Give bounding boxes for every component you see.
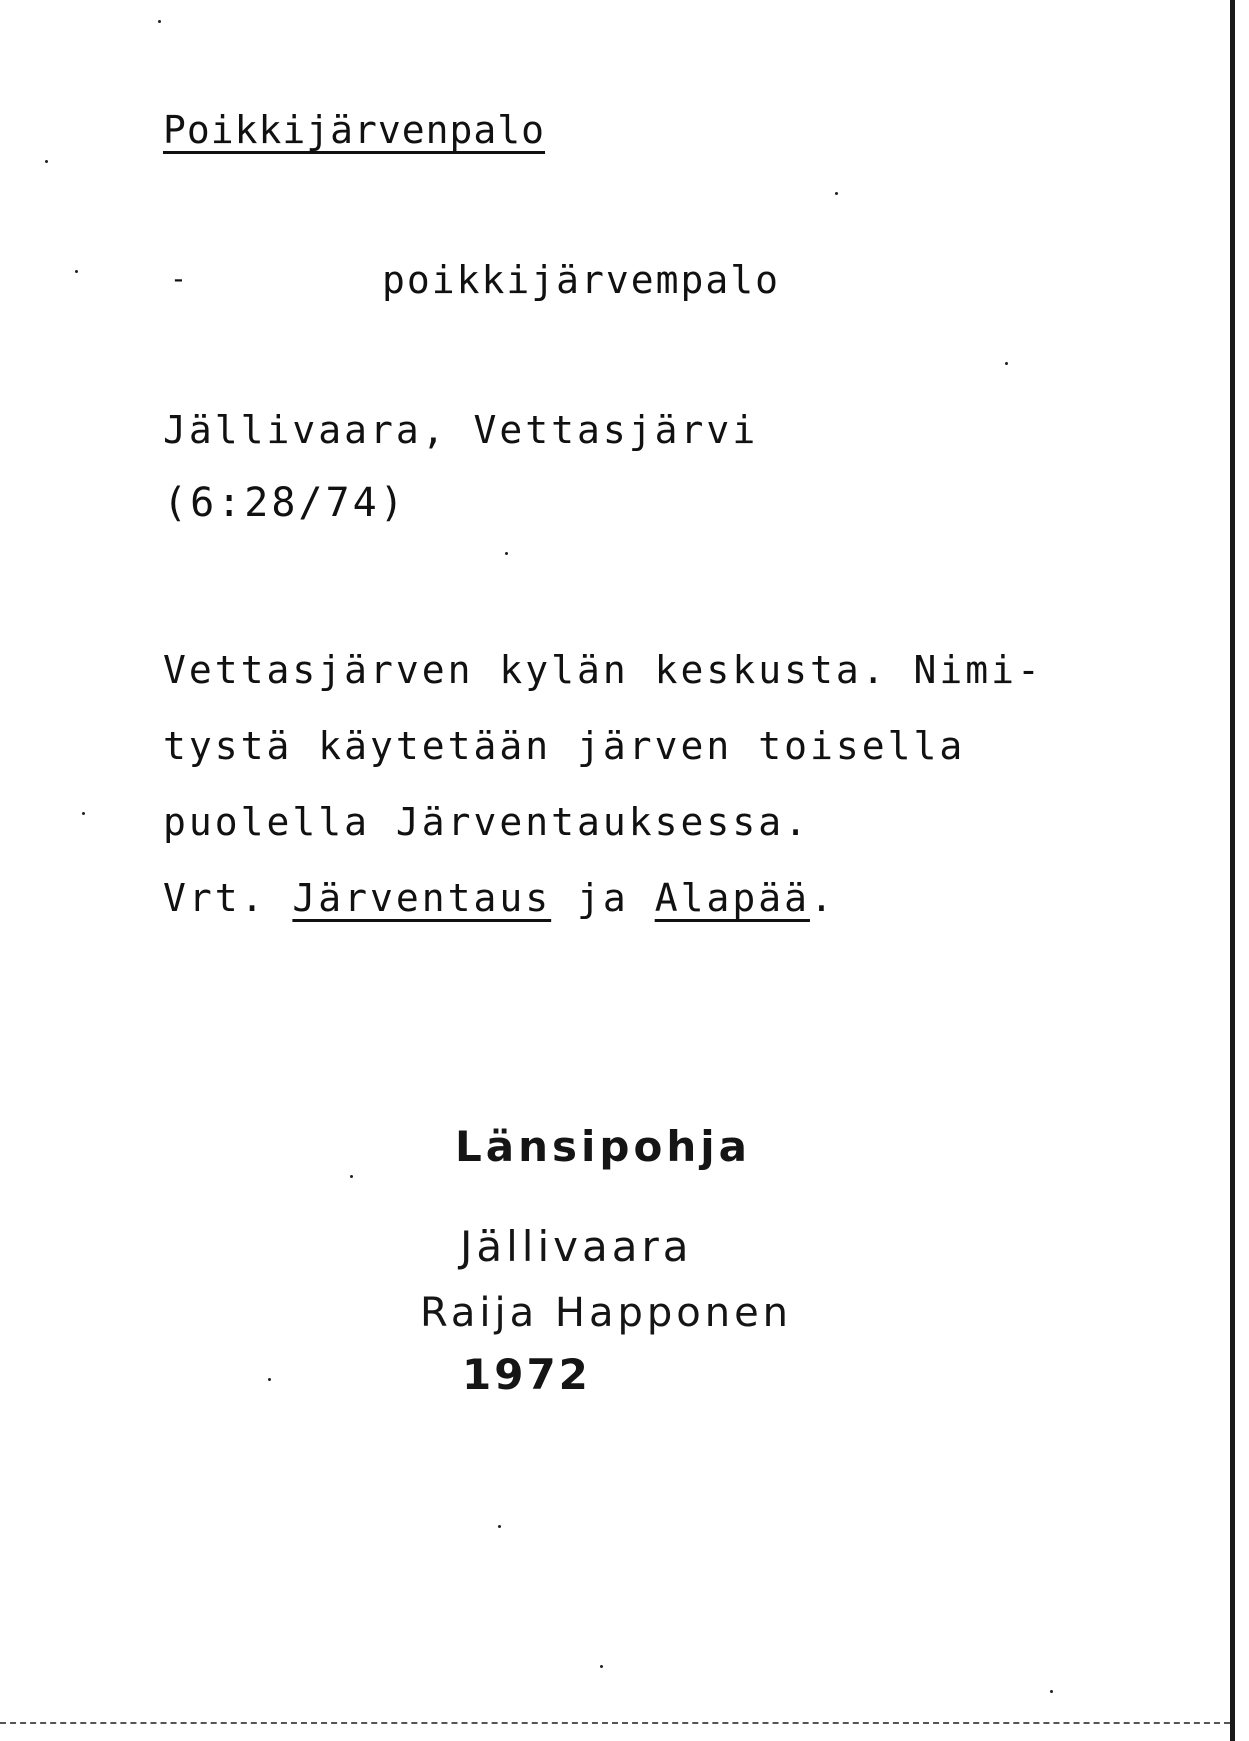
- stamp-region: Länsipohja: [455, 1122, 751, 1171]
- card-heading: Poikkijärvenpalo: [163, 108, 546, 152]
- speck: [498, 1525, 501, 1528]
- stamp-collector: Raija Happonen: [420, 1290, 793, 1336]
- standard-form: poikkijärvempalo: [382, 258, 781, 302]
- speck: [835, 192, 838, 195]
- card-edge-bottom: [0, 1722, 1230, 1724]
- see-also-period: .: [809, 876, 836, 920]
- place-location: Jällivaara, Vettasjärvi: [163, 408, 759, 452]
- see-also-prefix: Vrt.: [163, 876, 293, 920]
- speck: [158, 20, 161, 23]
- speck: [350, 1175, 353, 1178]
- map-reference: (6:28/74): [163, 480, 407, 526]
- description-line: puolella Järventauksessa.: [163, 800, 810, 844]
- description-line: tystä käytetään järven toisella: [163, 724, 966, 768]
- speck: [75, 270, 78, 273]
- card-edge-right: [1230, 0, 1235, 1741]
- description-see-also-line: [163, 860, 1043, 936]
- speck: [1050, 1690, 1053, 1693]
- stamp-year: 1972: [462, 1350, 591, 1399]
- description: [163, 632, 1043, 936]
- cross-reference-jarventaus: Järventaus: [292, 876, 552, 920]
- description-line: Vettasjärven kylän keskusta. Nimi-: [163, 648, 1043, 692]
- speck: [45, 160, 48, 163]
- stamp-parish: Jällivaara: [460, 1222, 693, 1271]
- speck: [505, 552, 508, 555]
- speck: [268, 1378, 271, 1381]
- speck: [1005, 362, 1008, 365]
- cross-reference-alapaa: Alapää: [654, 876, 810, 920]
- speck: [600, 1665, 603, 1668]
- speck: [82, 812, 85, 815]
- see-also-conjunction: ja: [551, 876, 655, 920]
- dash-mark: -: [170, 262, 187, 295]
